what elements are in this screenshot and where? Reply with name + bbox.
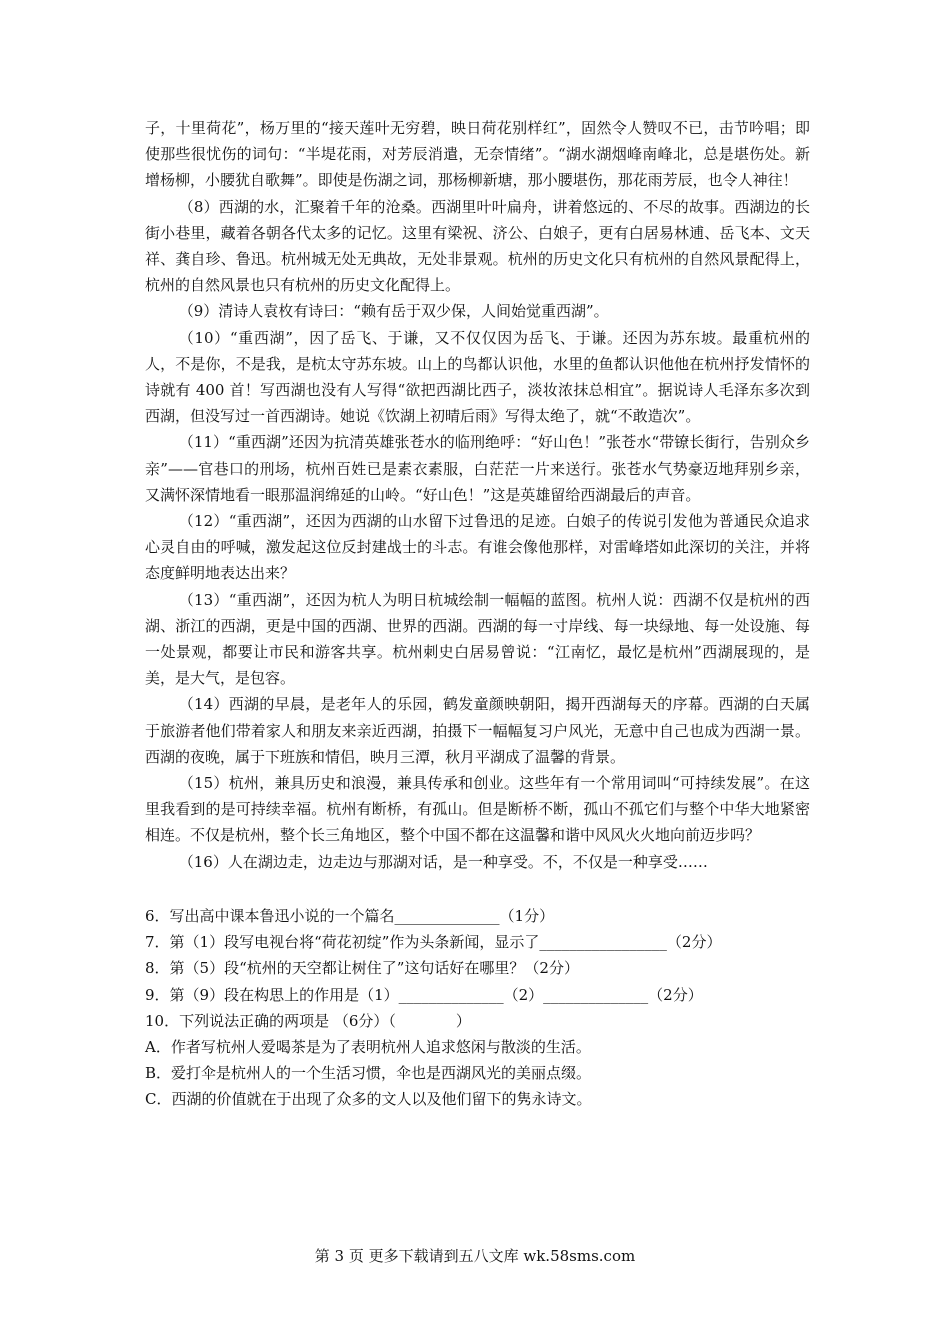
question-8: 8．第（5）段“杭州的天空都让树住了”这句话好在哪里？（2分）	[145, 959, 579, 978]
passage-paragraph-8: （8）西湖的水，汇聚着千年的沧桑。西湖里叶叶扁舟，讲着悠远的、不尽的故事。西湖边的长街小巷里，藏着各朝各代太多的记忆。这里有梁祝、济公、白娘子，更有白居易林逋、岳飞本、文天祥、龚自珍、鲁迅。杭州城无处无典故，无处非景观。杭州的历史文化只有杭州的自然风景配得上，杭州的自然风景也只有杭州的历史文化配得上。	[145, 197, 810, 295]
passage-paragraph-10: （10）“重西湖”，因了岳飞、于谦，又不仅仅因为岳飞、于谦。还因为苏东坡。最重杭州的人，不是你，不是我，是杭太守苏东坡。山上的鸟都认识他，水里的鱼都认识他他在杭州抒发情怀的诗就有 400 首！写西湖也没有人写得“欲把西湖比西子，淡妆浓抹总相宜”。据说诗人毛泽东多次到西湖，但没写过一首西湖诗。她说《饮湖上初晴后雨》写得太绝了，就“不敢造次”。	[145, 328, 810, 426]
option-a: A．作者写杭州人爱喝茶是为了表明杭州人追求悠闲与散淡的生活。	[145, 1037, 591, 1056]
section-gap	[145, 875, 810, 903]
passage-paragraph-9: （9）清诗人袁枚有诗曰：“赖有岳于双少保，人间始觉重西湖”。	[178, 302, 609, 321]
questions	[145, 903, 810, 1113]
passage	[145, 115, 810, 875]
document-page	[145, 115, 810, 1113]
question-9: 9．第（9）段在构思上的作用是（1）______________（2）______________（2分）	[145, 985, 703, 1004]
question-10: 10．下列说法正确的两项是 （6分）（ ）	[145, 1011, 471, 1030]
passage-paragraph-14: （14）西湖的早晨，是老年人的乐园，鹤发童颜映朝阳，揭开西湖每天的序幕。西湖的白天属于旅游者他们带着家人和朋友来亲近西湖，拍摄下一幅幅复习户风光，无意中自己也成为西湖一景。西湖的夜晚，属于下班族和情侣，映月三潭，秋月平湖成了温馨的背景。	[145, 695, 810, 766]
passage-paragraph-15: （15）杭州，兼具历史和浪漫，兼具传承和创业。这些年有一个常用词叫“可持续发展”。在这里我看到的是可持续幸福。杭州有断桥，有孤山。但是断桥不断，孤山不孤它们与整个中华大地紧密相连。不仅是杭州，整个长三角地区，整个中国不都在这温馨和谐中风风火火地向前迈步吗？	[145, 774, 810, 845]
passage-paragraph-12: （12）“重西湖”，还因为西湖的山水留下过鲁迅的足迹。白娘子的传说引发他为普通民众追求心灵自由的呼喊，激发起这位反封建战士的斗志。有谁会像他那样，对雷峰塔如此深切的关注，并将态度鲜明地表达出来？	[145, 512, 810, 583]
passage-paragraph-16: （16）人在湖边走，边走边与那湖对话，是一种享受。不，不仅是一种享受……	[178, 852, 708, 871]
page-footer: 第 3 页 更多下载请到五八文库 wk.58sms.com	[314, 1247, 636, 1265]
option-b: B．爱打伞是杭州人的一个生活习惯，伞也是西湖风光的美丽点缀。	[145, 1064, 592, 1083]
question-7: 7．第（1）段写电视台将“荷花初绽”作为头条新闻，显示了_________________（2分）	[145, 933, 722, 952]
question-6: 6．写出高中课本鲁迅小说的一个篇名______________（1分）	[145, 906, 555, 925]
option-c: C．西湖的价值就在于出现了众多的文人以及他们留下的隽永诗文。	[145, 1090, 592, 1109]
passage-paragraph-13: （13）“重西湖”，还因为杭人为明日杭城绘制一幅幅的蓝图。杭州人说：西湖不仅是杭州的西湖、浙江的西湖，更是中国的西湖、世界的西湖。西湖的每一寸岸线、每一块绿地、每一处设施、每一处景观，都要让市民和游客共享。杭州刺史白居易曾说：“江南忆，最忆是杭州”西湖展现的，是美，是大气，是包容。	[145, 590, 810, 688]
passage-paragraph-11: （11）“重西湖”还因为抗清英雄张苍水的临刑绝呼：“好山色！”张苍水“带镣长街行，告别众乡亲”——官巷口的刑场，杭州百姓已是素衣素服，白茫茫一片来送行。张苍水气势豪迈地拜别乡亲，又满怀深情地看一眼那温润绵延的山岭。“好山色！”这是英雄留给西湖最后的声音。	[145, 433, 810, 504]
passage-paragraph-7-end: 子，十里荷花”，杨万里的“接天莲叶无穷碧，映日荷花别样红”，固然令人赞叹不已，击节吟唱；即使那些很忧伤的词句：“半堤花雨，对芳辰消遣，无奈情绪”。“湖水湖烟峰南峰北，总是堪伤处。新增杨柳，小腰犹自歌舞”。即使是伤湖之词，那杨柳新塘，那小腰堪伤，那花雨芳辰，也令人神往！	[145, 119, 810, 190]
